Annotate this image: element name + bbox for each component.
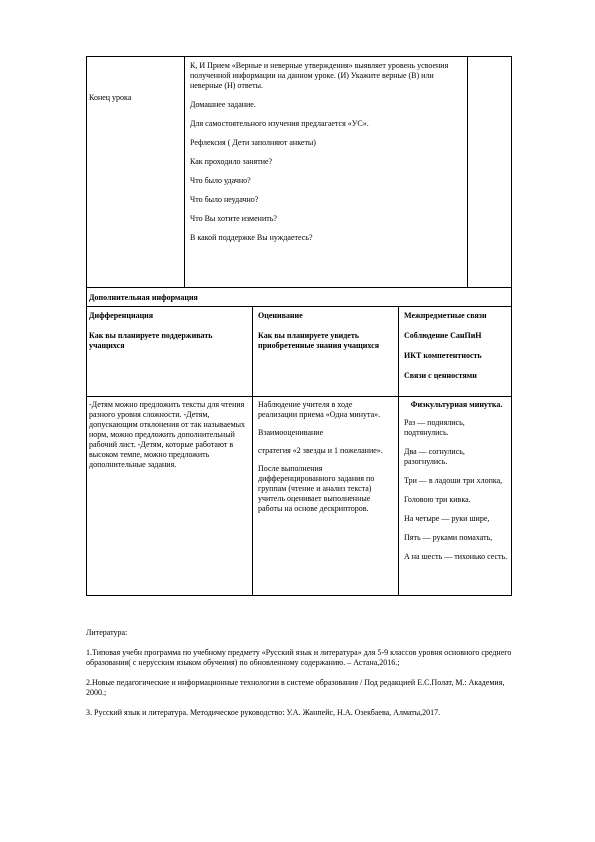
literature-item: 1.Типовая учебн программа по учебному предмету «Русский язык и литература» для 5-9 классов уровня основного среднего образования( с нерусским языком обучения) по обновленному содержанию. – Астана,2016.; [86,648,512,667]
poem-line: Головою три кивка. [404,495,471,504]
literature-item: 3. Русский язык и литература. Методическое руководство: У.А. Жанпейс, Н.А. Озекбаева, Алматы,2017. [86,708,441,717]
reflection-question: Как проходило занятие? [190,157,273,166]
table-border [511,56,512,596]
assessment-body [258,400,392,514]
table-border [467,56,468,287]
assessment-observation: Наблюдение учителя в ходе реализации приема «Одна минута». [258,400,381,419]
table-border [184,56,185,287]
table-border [252,306,253,596]
table-border [86,56,512,57]
true-false-strategy: К, И Прием «Верные и неверные утверждения» выявляет уровень усвоения полученной информации на данном уроке. (И) Укажите верные (В) или неверные (Н) ответы. [190,61,449,90]
table-border [86,287,512,288]
cross-curricular-item: Соблюдение СанПиН [404,331,482,340]
differentiation-header [89,311,247,351]
additional-info-title: Дополнительная информация [89,293,198,302]
physical-minute [404,400,509,562]
reflection-question: Что Вы хотите изменить? [190,214,277,223]
poem-line: Два — согнулись, разогнулись. [404,447,465,466]
table-border [86,396,512,397]
reflection-question: Что было удачно? [190,176,251,185]
assessment-title: Оценивание [258,311,303,320]
differentiation-body: -Детям можно предложить тексты для чтения разного уровня сложности. -Детям, допускающим отклонения от так называемых норм, можно предложить дополнительный рабочий лист. -Детям, которые работают в высоком темпе, можно предложить дополнительные задания. [89,400,246,469]
assessment-header [258,311,394,351]
literature-title: Литература: [86,628,128,637]
table-border [86,595,512,596]
table-border [86,306,512,307]
homework-heading: Домашнее задание. [190,100,256,109]
assessment-descriptors: После выполнения дифференцированного задания по группам (чтение и анализ текста) учитель оценивает выполненные работы на основе дескрипторов. [258,464,375,513]
assessment-peer: Взаимооценивание [258,428,324,437]
table-border [86,56,87,596]
poem-line: Пять — руками помахать, [404,533,493,542]
differentiation-title: Дифференциация [89,311,154,320]
literature-section [86,628,526,718]
poem-line: На четыре — руки шире, [404,514,490,523]
table-border [398,306,399,596]
poem-line: А на шесть — тихонько сесть. [404,552,508,561]
physical-minute-title: Физкультурная минутка. [410,400,503,409]
poem-line: Раз — поднялись, подтянулись. [404,418,465,437]
cross-curricular-item: Связи с ценностями [404,371,477,380]
row-label-lesson-end: Конец урока [89,93,132,102]
lesson-end-content [190,61,462,243]
literature-item: 2.Новые педагогические и информационные технологии в системе образования / Под редакцией Е.С.Полат, М.: Академия, 2000.; [86,678,505,697]
cross-curricular-item: Межпредметные связи [404,311,487,320]
assessment-strategy: стратегия «2 звезды и 1 пожелание». [258,446,383,455]
assessment-subtitle: Как вы планируете увидеть приобретенные знания учащихся [258,331,380,350]
cross-curricular-item: ИКТ компетентность [404,351,482,360]
reflection-text: Рефлексия ( Дети заполняют анкеты) [190,138,316,147]
cross-curricular-header [404,311,508,381]
differentiation-subtitle: Как вы планируете поддерживать учащихся [89,331,213,350]
reflection-question: Что было неудачно? [190,195,259,204]
poem-line: Три — в ладоши три хлопка, [404,476,503,485]
reflection-question: В какой поддержке Вы нуждаетесь? [190,233,313,242]
self-study-text: Для самостоятельного изучения предлагается «УС». [190,119,369,128]
